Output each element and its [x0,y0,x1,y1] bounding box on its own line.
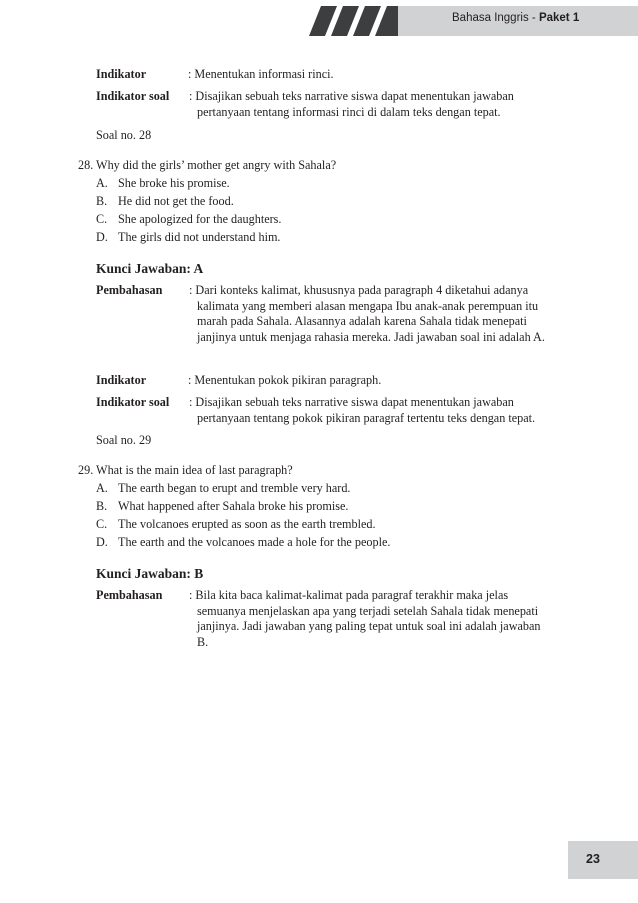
indikator-soal-label-1: Indikator soal [96,89,170,103]
indikator-soal-label-2: Indikator soal [96,395,170,409]
option-28-a: A. She broke his promise. [96,176,230,190]
page-number: 23 [586,852,600,866]
header-paket: Paket 1 [538,12,580,24]
soal-number-29: Soal no. 29 [96,433,152,447]
pembahasan-label-1: Pembahasan [96,283,163,297]
option-29-a: A. The earth began to erupt and tremble very hard. [96,481,351,495]
question-29: 29. What is the main idea of last paragraph? [78,463,293,477]
header-title: Bahasa Inggris - Paket 1 [452,12,580,24]
indikator-value: : Menentukan informasi rinci. [188,67,334,81]
soal-number-28: Soal no. 28 [96,128,152,142]
indikator-row-2: Indikator : Menentukan pokok pikiran paragraph. [96,373,382,387]
option-28-d: D. The girls did not understand him. [96,230,281,244]
option-28-b: B. He did not get the food. [96,194,234,208]
indikator-soal-text-1: : Disajikan sebuah teks narrative siswa dapat menentukan jawaban pertanyaan tentang informasi rinci di dalam teks dengan tepat. [189,89,514,119]
option-29-b: B. What happened after Sahala broke his promise. [96,499,349,513]
pembahasan-text-1: : Dari konteks kalimat, khususnya pada paragraph 4 diketahui adanya kalimata yang memberi alasan mengapa Ibu anak-anak perempuan itu marah pada Sahala. Alasannya adalah karena Sahala tidak menepati janjinya untuk menjaga rahasia mereka. Jadi jawaban soal ini adalah A. [189,283,545,344]
indikator-row-1 [96,67,334,82]
question-28: 28. Why did the girls’ mother get angry with Sahala? [78,158,337,172]
indikator-soal-text-2: : Disajikan sebuah teks narrative siswa dapat menentukan jawaban pertanyaan tentang pokok pikiran paragraf tertentu teks dengan tepat. [189,395,536,425]
pembahasan-label-2: Pembahasan [96,588,163,602]
option-29-c: C. The volcanoes erupted as soon as the earth trembled. [96,517,376,531]
pembahasan-text-2: : Bila kita baca kalimat-kalimat pada paragraf terakhir maka jelas semuanya menjelaskan apa yang terjadi setelah Sahala tidak menepati janjinya. Jadi jawaban yang paling tepat untuk soal ini adalah jawaban B. [189,588,541,649]
option-29-d: D. The earth and the volcanoes made a hole for the people. [96,535,391,549]
footer-page-box [568,841,638,879]
indikator-label: Indikator [96,67,147,81]
option-28-c: C. She apologized for the daughters. [96,212,282,226]
answer-key-28: Kunci Jawaban: A [96,261,204,276]
answer-key-29: Kunci Jawaban: B [96,566,204,581]
